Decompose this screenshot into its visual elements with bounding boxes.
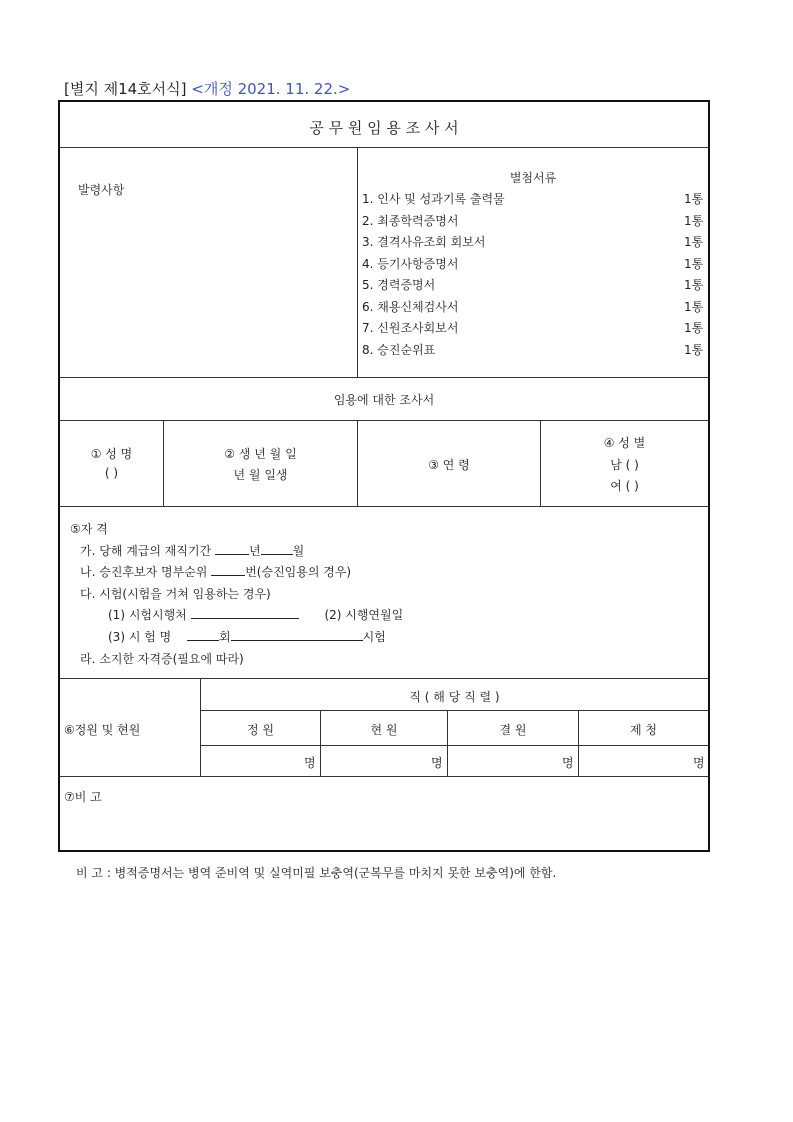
qualification-exam: 다. 시험(시험을 거쳐 임용하는 경우) bbox=[80, 587, 271, 601]
attachments-heading: 별첨서류 bbox=[509, 171, 557, 185]
qualification-exam-name: (3) 시 험 명 회 시험 bbox=[108, 630, 386, 644]
column-recommendation: 제 청 bbox=[630, 723, 657, 737]
column-vacancy: 결 원 bbox=[499, 723, 527, 737]
survey-title: 임용에 대한 조사서 bbox=[333, 393, 435, 407]
gender-label: ④ 성 별 bbox=[603, 436, 646, 450]
qualification-exam-agency: (1) 시험시행처 (2) 시행연월일 bbox=[108, 608, 404, 622]
age-label: ③ 연 령 bbox=[428, 458, 470, 472]
qualification-rank: 나. 승진후보자 명부순위 번(승진임용의 경우) bbox=[80, 565, 352, 579]
birth-label: ② 생 년 월 일 bbox=[224, 447, 297, 461]
attachment-item-1: 1. 인사 및 성과기록 출력물 bbox=[362, 192, 505, 206]
attachment-item-4: 4. 등기사항증명서 bbox=[362, 257, 459, 271]
attachment-qty-5: 1통 bbox=[684, 278, 704, 292]
qualification-tenure: 가. 당해 계급의 재직기간 년 월 bbox=[80, 544, 305, 558]
form-table bbox=[58, 100, 710, 852]
staffing-label: ⑥정원 및 현원 bbox=[64, 723, 141, 737]
name-label: ① 성 명 bbox=[90, 447, 133, 461]
birth-value: 년 월 일생 bbox=[233, 468, 288, 482]
attachment-item-6: 6. 채용신체검사서 bbox=[362, 300, 459, 314]
form-title: 공 무 원 임 용 조 사 서 bbox=[309, 119, 459, 137]
remarks-label: ⑦비 고 bbox=[64, 790, 102, 804]
form-number: [별지 제14호서식] bbox=[64, 80, 187, 98]
attachment-qty-3: 1통 bbox=[684, 235, 704, 249]
unit-current: 명 bbox=[431, 756, 443, 770]
column-quota: 정 원 bbox=[247, 723, 274, 737]
attachment-item-7: 7. 신원조사회보서 bbox=[362, 321, 459, 335]
attachment-item-2: 2. 최종학력증명서 bbox=[362, 214, 459, 228]
gender-male: 남 ( ) bbox=[610, 458, 639, 472]
attachment-qty-4: 1통 bbox=[684, 257, 704, 271]
attachment-item-5: 5. 경력증명서 bbox=[362, 278, 436, 292]
attachment-qty-8: 1통 bbox=[684, 343, 704, 357]
attachment-qty-7: 1통 bbox=[684, 321, 704, 335]
attachment-item-8: 8. 승진순위표 bbox=[362, 343, 436, 357]
footnote: 비 고 : 병적증명서는 병역 준비역 및 실역미필 보충역(군복무를 마치지 못한 보충역)에 한함. bbox=[76, 866, 557, 880]
revision-date: <개정 2021. 11. 22.> bbox=[191, 80, 351, 98]
unit-quota: 명 bbox=[304, 756, 316, 770]
staffing-title: 직 ( 해 당 직 렬 ) bbox=[409, 690, 500, 704]
attachment-qty-1: 1통 bbox=[684, 192, 704, 206]
form-header bbox=[64, 78, 350, 99]
unit-recommendation: 명 bbox=[693, 756, 705, 770]
attachment-qty-2: 1통 bbox=[684, 214, 704, 228]
attachment-qty-6: 1통 bbox=[684, 300, 704, 314]
name-value: ( ) bbox=[104, 466, 119, 480]
unit-vacancy: 명 bbox=[562, 756, 574, 770]
qualification-license: 라. 소지한 자격증(필요에 따라) bbox=[80, 652, 244, 666]
column-current: 현 원 bbox=[370, 723, 398, 737]
appointment-label: 발령사항 bbox=[78, 183, 125, 197]
attachment-item-3: 3. 결격사유조회 회보서 bbox=[362, 235, 486, 249]
gender-female: 여 ( ) bbox=[610, 479, 639, 493]
qualification-label: ⑤자 격 bbox=[70, 522, 108, 536]
